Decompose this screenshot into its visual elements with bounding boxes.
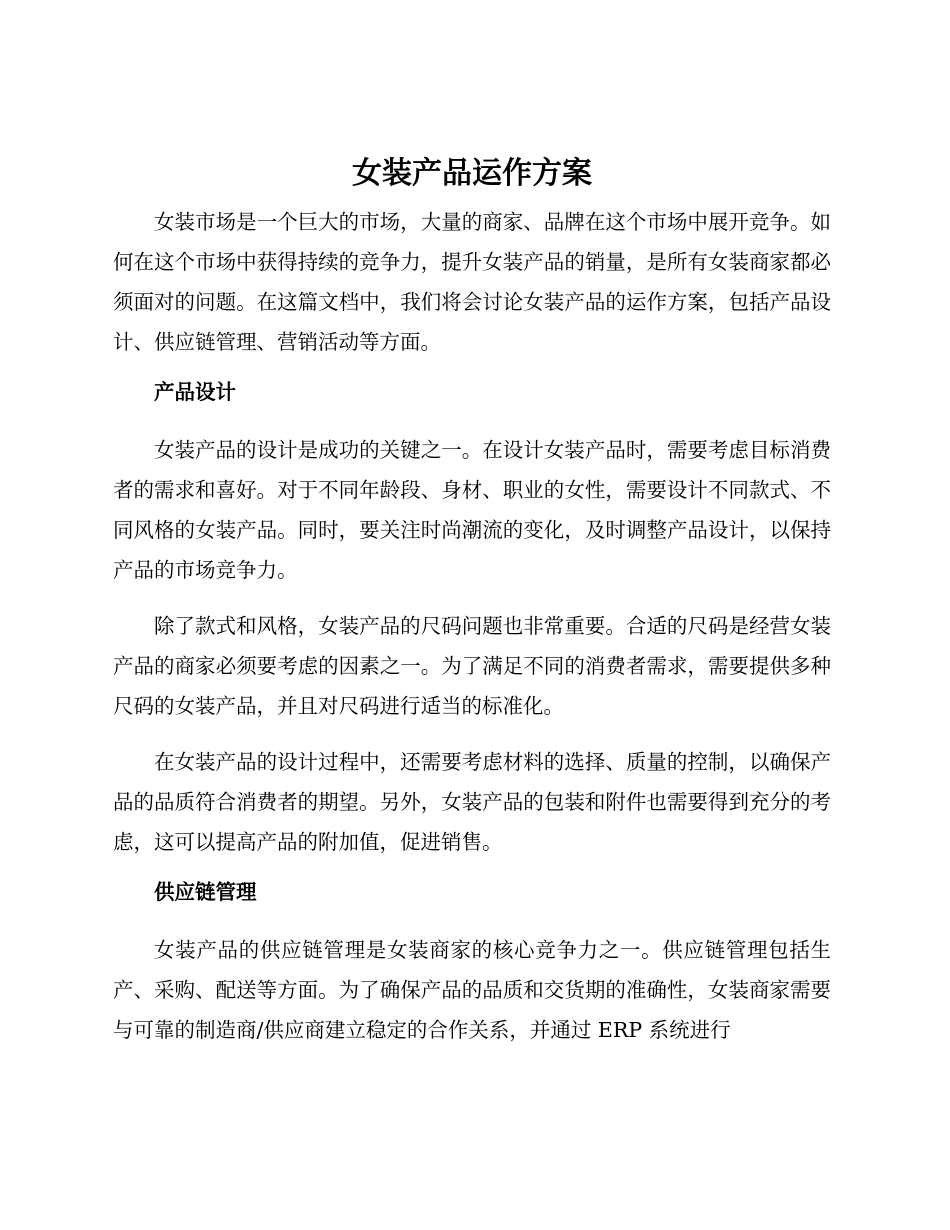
section-heading-supply-chain: 供应链管理 — [154, 880, 257, 904]
product-design-paragraph-1: 女装产品的设计是成功的关键之一。在设计女装产品时，需要考虑目标消费者的需求和喜好。对于不同年龄段、身材、职业的女性，需要设计不同款式、不同风格的女装产品。同时，要关注时尚潮流的变化，及时调整产品设计，以保持产品的市场竞争力。 — [113, 438, 831, 582]
document-title: 女装产品运作方案 — [352, 156, 592, 191]
intro-paragraph: 女装市场是一个巨大的市场，大量的商家、品牌在这个市场中展开竞争。如何在这个市场中获得持续的竞争力，提升女装产品的销量，是所有女装商家都必须面对的问题。在这篇文档中，我们将会讨论女装产品的运作方案，包括产品设计、供应链管理、营销活动等方面。 — [113, 210, 831, 354]
product-design-paragraph-3: 在女装产品的设计过程中，还需要考虑材料的选择、质量的控制，以确保产品的品质符合消费者的期望。另外，女装产品的包装和附件也需要得到充分的考虑，这可以提高产品的附加值，促进销售。 — [113, 750, 831, 854]
section-heading-product-design: 产品设计 — [154, 380, 236, 404]
document-page — [113, 146, 831, 1066]
product-design-paragraph-2: 除了款式和风格，女装产品的尺码问题也非常重要。合适的尺码是经营女装产品的商家必须要考虑的因素之一。为了满足不同的消费者需求，需要提供多种尺码的女装产品，并且对尺码进行适当的标准化。 — [113, 614, 831, 718]
supply-chain-paragraph-1: 女装产品的供应链管理是女装商家的核心竞争力之一。供应链管理包括生产、采购、配送等方面。为了确保产品的品质和交货期的准确性，女装商家需要与可靠的制造商/供应商建立稳定的合作关系，并通过 ERP 系统进行 — [113, 938, 831, 1042]
